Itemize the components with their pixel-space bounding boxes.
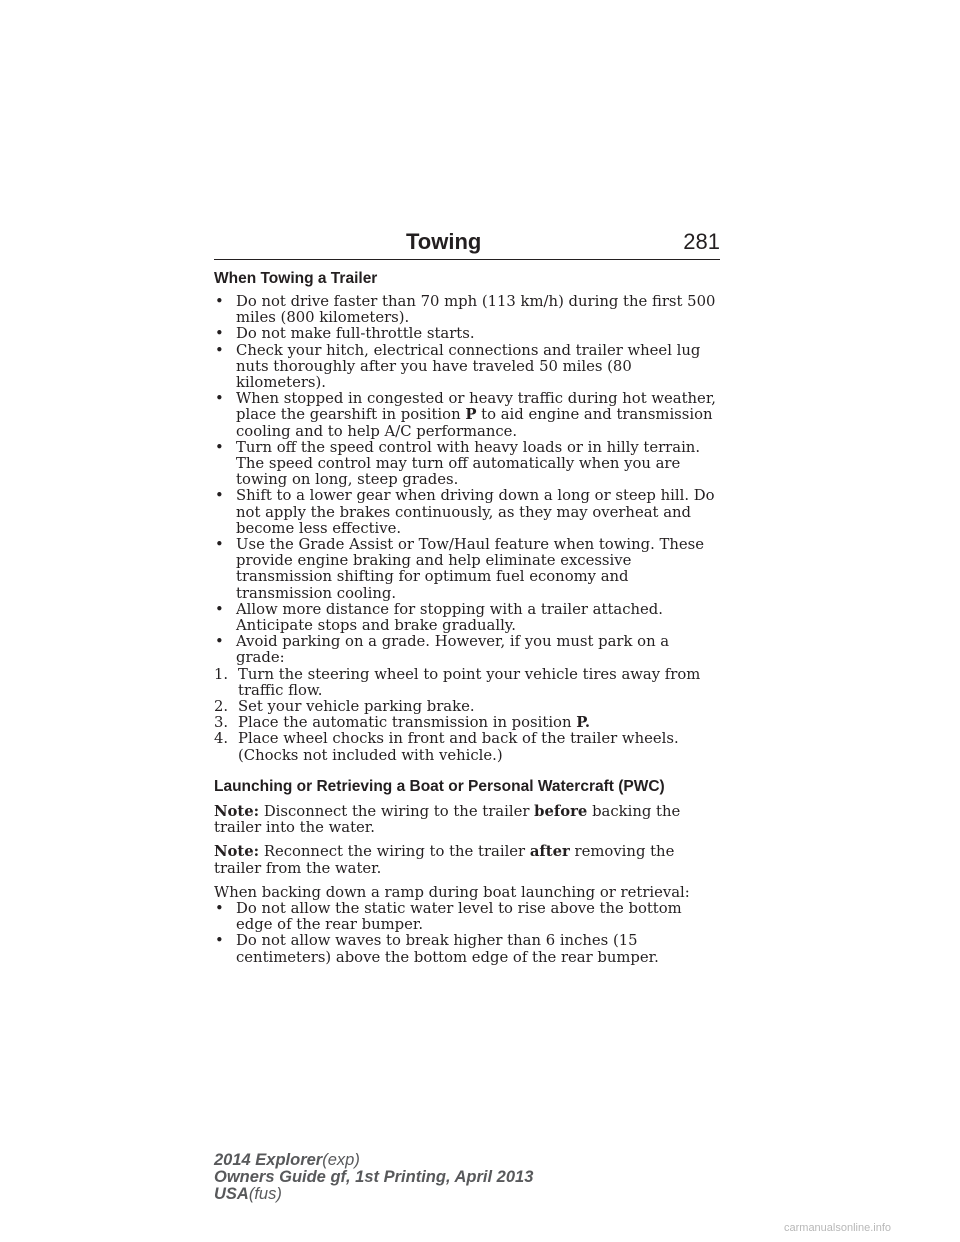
list-item: • When stopped in congested or heavy traffic during hot weather, place the gearshift in position P to aid engine and transmission cooling and to help A/C performance. [215, 390, 716, 440]
page-title: Towing [406, 229, 482, 254]
bullet-icon: • [215, 390, 224, 408]
bullet-icon: • [215, 633, 224, 651]
footer-line-market: USA(fus) [214, 1185, 282, 1203]
bullet-icon: • [215, 899, 224, 917]
list-item: • Shift to a lower gear when driving down a long or steep hill. Do not apply the brakes continuously, as they may overheat and become less effective. [215, 487, 715, 537]
parking-steps-list [214, 667, 720, 764]
step-item: 1. Turn the steering wheel to point your vehicle tires away from traffic flow. [214, 665, 701, 699]
list-item: • Do not make full-throttle starts. [215, 325, 475, 343]
step-item: 2. Set your vehicle parking brake. [214, 698, 475, 716]
footer-line-edition: Owners Guide gf, 1st Printing, April 2013 [214, 1168, 534, 1186]
list-item: • Avoid parking on a grade. However, if you must park on a grade: [215, 633, 670, 667]
bullet-icon: • [215, 600, 224, 618]
note-disconnect: Note: Disconnect the wiring to the trailer before backing the trailer into the water. [214, 802, 681, 837]
bullet-icon: • [215, 487, 224, 505]
bullet-icon: • [215, 341, 224, 359]
page-header [214, 229, 720, 260]
page-footer [214, 1152, 533, 1203]
bullet-icon: • [215, 932, 224, 950]
list-item: • Do not allow waves to break higher than 6 inches (15 centimeters) above the bottom edge of the rear bumper. [215, 932, 659, 966]
section-heading-boat-launch: Launching or Retrieving a Boat or Personal Watercraft (PWC) [214, 777, 665, 795]
ramp-bullet-list [214, 901, 720, 966]
list-item: • Check your hitch, electrical connections and trailer wheel lug nuts thoroughly after you have traveled 50 miles (80 kilometers). [215, 341, 701, 392]
step-item: 3. Place the automatic transmission in position P. [214, 714, 591, 732]
ramp-intro: When backing down a ramp during boat launching or retrieval: [214, 883, 690, 901]
list-item: • Allow more distance for stopping with a trailer attached. Anticipate stops and brake gradually. [215, 600, 663, 635]
page-content [214, 270, 720, 966]
bullet-icon: • [215, 536, 224, 554]
list-item: • Do not drive faster than 70 mph (113 km/h) during the first 500 miles (800 kilometers). [215, 293, 716, 327]
step-item: 4. Place wheel chocks in front and back of the trailer wheels. (Chocks not included with vehicle.) [214, 730, 679, 764]
section-heading-towing-trailer: When Towing a Trailer [214, 270, 378, 287]
bullet-icon: • [215, 293, 224, 310]
note-reconnect: Note: Reconnect the wiring to the trailer after removing the trailer from the water. [214, 843, 675, 877]
towing-bullet-list [214, 294, 720, 667]
footer-line-model: 2014 Explorer(exp) [214, 1151, 360, 1169]
page-number: 281 [683, 229, 720, 254]
list-item: • Turn off the speed control with heavy loads or in hilly terrain. The speed control may turn off automatically when you are towing on long, steep grades. [215, 438, 701, 489]
bullet-icon: • [215, 438, 224, 456]
list-item: • Use the Grade Assist or Tow/Haul feature when towing. These provide engine braking and help eliminate excessive transmission shifting for optimum fuel economy and transmission cooling. [215, 536, 705, 602]
list-item: • Do not allow the static water level to rise above the bottom edge of the rear bumper. [215, 899, 682, 934]
site-watermark: carmanualsonline.info [784, 1222, 892, 1234]
bullet-icon: • [215, 325, 224, 343]
